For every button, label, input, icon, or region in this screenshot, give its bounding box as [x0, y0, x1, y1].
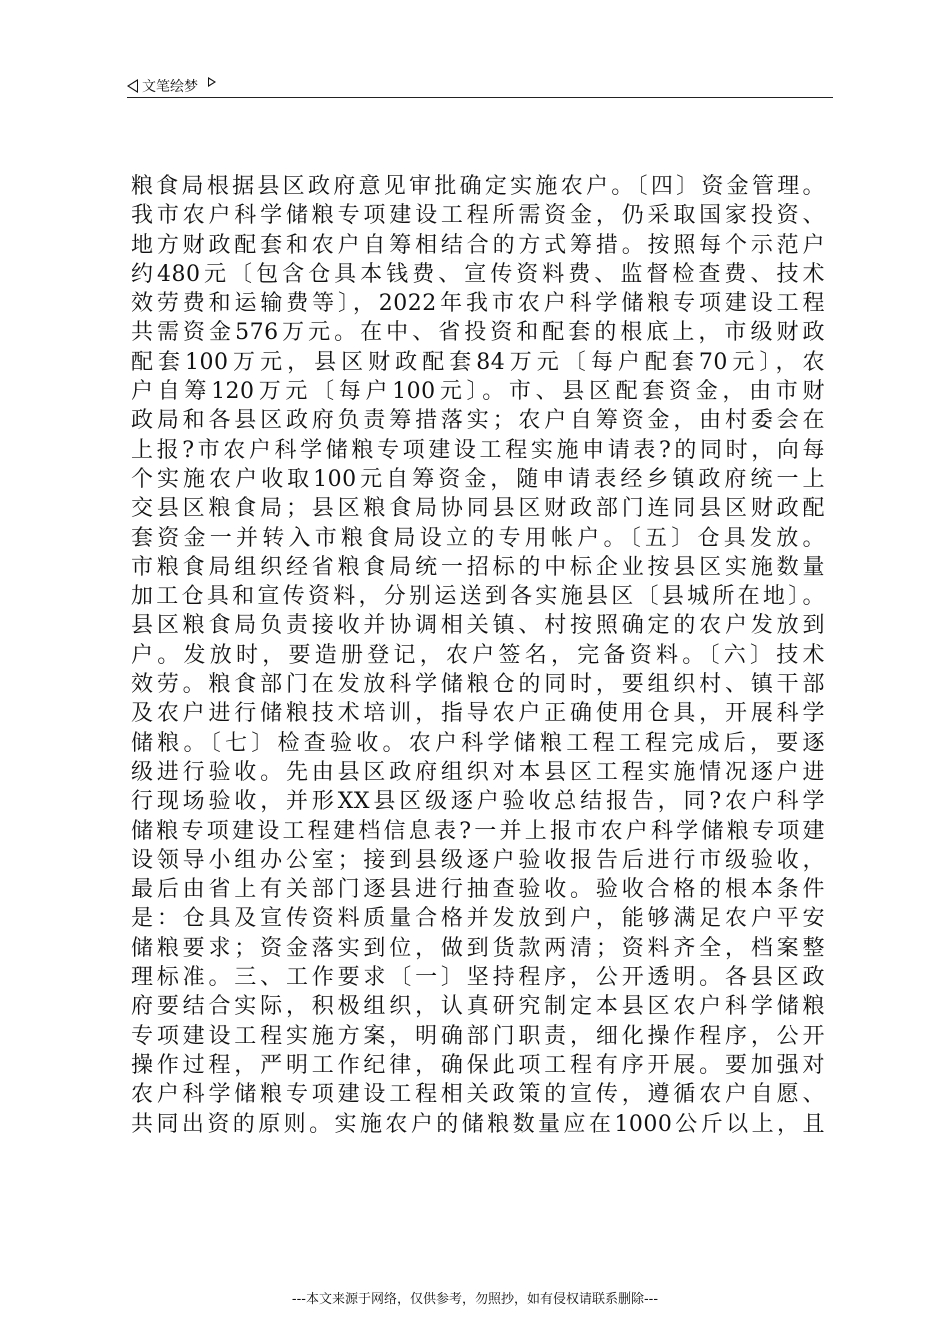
text-line: 操作过程，严明工作纪律，确保此项工程有序开展。要加强对: [131, 1052, 825, 1078]
text-line: 效劳费和运输费等〕，2022年我市农户科学储粮专项建设工程: [131, 291, 825, 317]
text-line: 级进行验收。先由县区政府组织对本县区工程实施情况逐户进: [131, 759, 825, 785]
text-line: 户自筹120万元〔每户100元〕。市、县区配套资金，由市财: [131, 379, 825, 405]
text-line: 政局和各县区政府负责筹措落实；农户自筹资金，由村委会在: [131, 408, 825, 434]
text-line: 粮食局根据县区政府意见审批确定实施农户。〔四〕资金管理。: [131, 174, 825, 199]
text-line: 交县区粮食局；县区粮食局协同县区财政部门连同县区财政配: [131, 496, 825, 522]
header-title: 文笔绘梦: [142, 79, 198, 95]
text-line: 上报?市农户科学储粮专项建设工程实施申请表?的同时，向每: [131, 437, 825, 463]
text-line: 市粮食局组织经省粮食局统一招标的中标企业按县区实施数量: [131, 554, 825, 580]
text-line: 共需资金576万元。在中、省投资和配套的根底上，市级财政: [131, 320, 825, 346]
left-triangle-icon: [127, 79, 138, 93]
text-line: 最后由省上有关部门逐县进行抽查验收。验收合格的根本条件: [131, 877, 825, 903]
text-line: 设领导小组办公室；接到县级逐户验收报告后进行市级验收，: [131, 847, 825, 873]
text-line: 行现场验收，并形XX县区级逐户验收总结报告，同?农户科学: [131, 789, 825, 815]
page-header: [127, 76, 216, 96]
text-line: 储粮要求；资金落实到位，做到货款两清；资料齐全，档案整: [131, 935, 825, 961]
right-triangle-icon: [208, 77, 216, 87]
text-line: 及农户进行储粮技术培训，指导农户正确使用仓具，开展科学: [131, 701, 825, 727]
text-line: 县区粮食局负责接收并协调相关镇、村按照确定的农户发放到: [131, 613, 825, 639]
text-line: 储粮。〔七〕检查验收。农户科学储粮工程工程完成后，要逐: [131, 730, 825, 756]
text-line: 共同出资的原则。实施农户的储粮数量应在1000公斤以上，且: [131, 1111, 825, 1137]
text-line: 配套100万元，县区财政配套84万元〔每户配套70元〕，农: [131, 349, 825, 375]
text-line: 府要结合实际，积极组织，认真研究制定本县区农户科学储粮: [131, 994, 825, 1020]
text-line: 专项建设工程实施方案，明确部门职责，细化操作程序，公开: [131, 1023, 825, 1049]
text-line: 约480元〔包含仓具本钱费、宣传资料费、监督检查费、技术: [131, 261, 825, 287]
text-line: 效劳。粮食部门在发放科学储粮仓的同时，要组织村、镇干部: [131, 672, 825, 698]
text-line: 理标准。三、工作要求〔一〕坚持程序，公开透明。各县区政: [131, 965, 825, 991]
text-line: 地方财政配套和农户自筹相结合的方式筹措。按照每个示范户: [131, 232, 825, 258]
text-line: 套资金一并转入市粮食局设立的专用帐户。〔五〕仓具发放。: [131, 525, 825, 551]
text-line: 户。发放时，要造册登记，农户签名，完备资料。〔六〕技术: [131, 642, 825, 668]
footer-disclaimer: ---本文来源于网络，仅供参考，勿照抄，如有侵权请联系删除---: [291, 1292, 659, 1307]
body-text: [131, 172, 825, 1139]
text-line: 加工仓具和宣传资料，分别运送到各实施县区〔县城所在地〕。: [131, 584, 825, 610]
text-line: 是：仓具及宣传资料质量合格并发放到户，能够满足农户平安: [131, 906, 825, 932]
text-line: 储粮专项建设工程建档信息表?一并上报市农户科学储粮专项建: [131, 818, 825, 844]
text-line: 农户科学储粮专项建设工程相关政策的宣传，遵循农户自愿、: [131, 1082, 825, 1108]
text-line: 我市农户科学储粮专项建设工程所需资金，仍采取国家投资、: [131, 203, 825, 229]
header-divider: [127, 97, 833, 98]
text-line: 个实施农户收取100元自筹资金，随申请表经乡镇政府统一上: [131, 466, 825, 492]
